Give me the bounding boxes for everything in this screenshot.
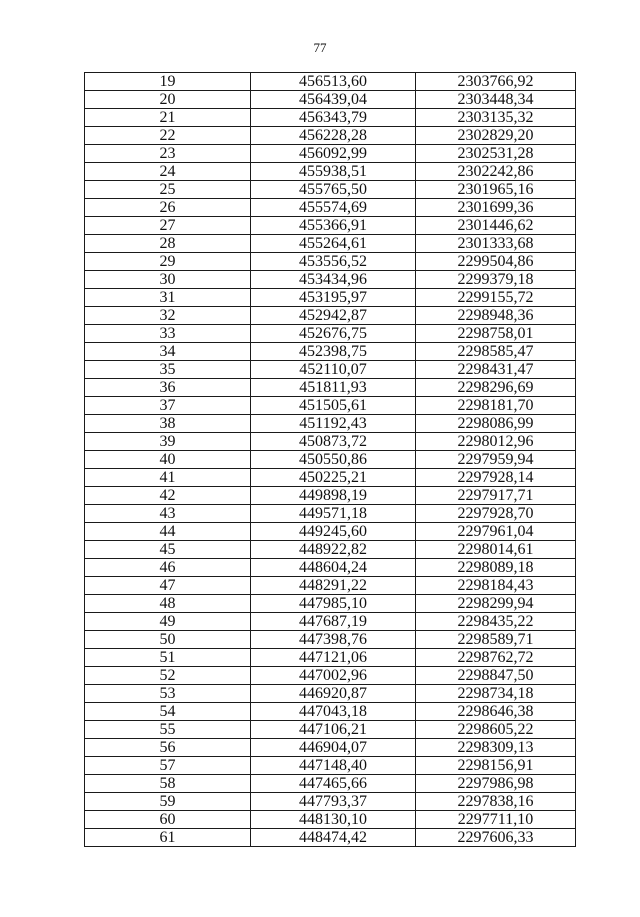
y-coordinate-cell: 2297711,10 — [416, 811, 576, 829]
table-row — [85, 703, 576, 721]
x-coordinate-cell: 447398,76 — [251, 631, 416, 649]
x-coordinate-cell: 456513,60 — [251, 73, 416, 91]
table-row — [85, 199, 576, 217]
x-coordinate-cell: 447465,66 — [251, 775, 416, 793]
x-coordinate-cell: 448474,42 — [251, 829, 416, 847]
table-row — [85, 271, 576, 289]
y-coordinate-cell: 2302242,86 — [416, 163, 576, 181]
y-coordinate-cell: 2297928,70 — [416, 505, 576, 523]
x-coordinate-cell: 448291,22 — [251, 577, 416, 595]
table-row — [85, 469, 576, 487]
x-coordinate-cell: 446904,07 — [251, 739, 416, 757]
y-coordinate-cell: 2303135,32 — [416, 109, 576, 127]
y-coordinate-cell: 2301333,68 — [416, 235, 576, 253]
point-number-cell: 41 — [85, 469, 251, 487]
x-coordinate-cell: 455765,50 — [251, 181, 416, 199]
y-coordinate-cell: 2298589,71 — [416, 631, 576, 649]
table-row — [85, 109, 576, 127]
x-coordinate-cell: 447002,96 — [251, 667, 416, 685]
x-coordinate-cell: 455938,51 — [251, 163, 416, 181]
table-row — [85, 559, 576, 577]
point-number-cell: 26 — [85, 199, 251, 217]
point-number-cell: 43 — [85, 505, 251, 523]
y-coordinate-cell: 2297928,14 — [416, 469, 576, 487]
x-coordinate-cell: 453195,97 — [251, 289, 416, 307]
point-number-cell: 34 — [85, 343, 251, 361]
y-coordinate-cell: 2299155,72 — [416, 289, 576, 307]
x-coordinate-cell: 453556,52 — [251, 253, 416, 271]
table-row — [85, 523, 576, 541]
y-coordinate-cell: 2298431,47 — [416, 361, 576, 379]
point-number-cell: 35 — [85, 361, 251, 379]
x-coordinate-cell: 447985,10 — [251, 595, 416, 613]
y-coordinate-cell: 2303448,34 — [416, 91, 576, 109]
y-coordinate-cell: 2302829,20 — [416, 127, 576, 145]
table-row — [85, 451, 576, 469]
x-coordinate-cell: 450550,86 — [251, 451, 416, 469]
y-coordinate-cell: 2298585,47 — [416, 343, 576, 361]
point-number-cell: 60 — [85, 811, 251, 829]
point-number-cell: 40 — [85, 451, 251, 469]
y-coordinate-cell: 2298758,01 — [416, 325, 576, 343]
table-row — [85, 775, 576, 793]
x-coordinate-cell: 451192,43 — [251, 415, 416, 433]
y-coordinate-cell: 2301446,62 — [416, 217, 576, 235]
point-number-cell: 54 — [85, 703, 251, 721]
point-number-cell: 58 — [85, 775, 251, 793]
table-row — [85, 721, 576, 739]
coordinates-table — [84, 72, 576, 847]
table-row — [85, 181, 576, 199]
y-coordinate-cell: 2301699,36 — [416, 199, 576, 217]
x-coordinate-cell: 449245,60 — [251, 523, 416, 541]
y-coordinate-cell: 2299379,18 — [416, 271, 576, 289]
x-coordinate-cell: 447148,40 — [251, 757, 416, 775]
y-coordinate-cell: 2297986,98 — [416, 775, 576, 793]
table-row — [85, 163, 576, 181]
y-coordinate-cell: 2298948,36 — [416, 307, 576, 325]
point-number-cell: 25 — [85, 181, 251, 199]
table-row — [85, 253, 576, 271]
table-row — [85, 325, 576, 343]
table-row — [85, 289, 576, 307]
x-coordinate-cell: 447106,21 — [251, 721, 416, 739]
y-coordinate-cell: 2298184,43 — [416, 577, 576, 595]
point-number-cell: 37 — [85, 397, 251, 415]
point-number-cell: 50 — [85, 631, 251, 649]
point-number-cell: 45 — [85, 541, 251, 559]
point-number-cell: 30 — [85, 271, 251, 289]
point-number-cell: 31 — [85, 289, 251, 307]
table-row — [85, 343, 576, 361]
point-number-cell: 28 — [85, 235, 251, 253]
x-coordinate-cell: 449571,18 — [251, 505, 416, 523]
table-row — [85, 595, 576, 613]
x-coordinate-cell: 455264,61 — [251, 235, 416, 253]
point-number-cell: 44 — [85, 523, 251, 541]
table-row — [85, 541, 576, 559]
x-coordinate-cell: 447793,37 — [251, 793, 416, 811]
x-coordinate-cell: 456228,28 — [251, 127, 416, 145]
table-row — [85, 685, 576, 703]
x-coordinate-cell: 448604,24 — [251, 559, 416, 577]
y-coordinate-cell: 2298605,22 — [416, 721, 576, 739]
y-coordinate-cell: 2298309,13 — [416, 739, 576, 757]
x-coordinate-cell: 448922,82 — [251, 541, 416, 559]
point-number-cell: 23 — [85, 145, 251, 163]
table-row — [85, 649, 576, 667]
table-row — [85, 379, 576, 397]
x-coordinate-cell: 456092,99 — [251, 145, 416, 163]
y-coordinate-cell: 2298435,22 — [416, 613, 576, 631]
point-number-cell: 20 — [85, 91, 251, 109]
point-number-cell: 42 — [85, 487, 251, 505]
y-coordinate-cell: 2297917,71 — [416, 487, 576, 505]
table-row — [85, 757, 576, 775]
point-number-cell: 24 — [85, 163, 251, 181]
table-row — [85, 505, 576, 523]
table-row — [85, 433, 576, 451]
y-coordinate-cell: 2298086,99 — [416, 415, 576, 433]
x-coordinate-cell: 455366,91 — [251, 217, 416, 235]
point-number-cell: 56 — [85, 739, 251, 757]
table-row — [85, 235, 576, 253]
point-number-cell: 61 — [85, 829, 251, 847]
x-coordinate-cell: 452110,07 — [251, 361, 416, 379]
x-coordinate-cell: 451505,61 — [251, 397, 416, 415]
table-row — [85, 577, 576, 595]
y-coordinate-cell: 2298181,70 — [416, 397, 576, 415]
point-number-cell: 46 — [85, 559, 251, 577]
table-row — [85, 631, 576, 649]
table-row — [85, 307, 576, 325]
x-coordinate-cell: 447687,19 — [251, 613, 416, 631]
x-coordinate-cell: 456343,79 — [251, 109, 416, 127]
y-coordinate-cell: 2298847,50 — [416, 667, 576, 685]
point-number-cell: 47 — [85, 577, 251, 595]
table-row — [85, 397, 576, 415]
point-number-cell: 49 — [85, 613, 251, 631]
y-coordinate-cell: 2298156,91 — [416, 757, 576, 775]
y-coordinate-cell: 2298012,96 — [416, 433, 576, 451]
point-number-cell: 38 — [85, 415, 251, 433]
table-row — [85, 217, 576, 235]
y-coordinate-cell: 2298734,18 — [416, 685, 576, 703]
point-number-cell: 32 — [85, 307, 251, 325]
y-coordinate-cell: 2298646,38 — [416, 703, 576, 721]
point-number-cell: 59 — [85, 793, 251, 811]
y-coordinate-cell: 2298296,69 — [416, 379, 576, 397]
page-number: 77 — [313, 40, 327, 55]
table-row — [85, 613, 576, 631]
y-coordinate-cell: 2297959,94 — [416, 451, 576, 469]
x-coordinate-cell: 450873,72 — [251, 433, 416, 451]
x-coordinate-cell: 446920,87 — [251, 685, 416, 703]
point-number-cell: 33 — [85, 325, 251, 343]
point-number-cell: 48 — [85, 595, 251, 613]
x-coordinate-cell: 447043,18 — [251, 703, 416, 721]
y-coordinate-cell: 2298089,18 — [416, 559, 576, 577]
x-coordinate-cell: 453434,96 — [251, 271, 416, 289]
y-coordinate-cell: 2298014,61 — [416, 541, 576, 559]
x-coordinate-cell: 452676,75 — [251, 325, 416, 343]
x-coordinate-cell: 451811,93 — [251, 379, 416, 397]
table-row — [85, 91, 576, 109]
table-row — [85, 667, 576, 685]
point-number-cell: 52 — [85, 667, 251, 685]
y-coordinate-cell: 2299504,86 — [416, 253, 576, 271]
x-coordinate-cell: 449898,19 — [251, 487, 416, 505]
table-row — [85, 127, 576, 145]
point-number-cell: 27 — [85, 217, 251, 235]
table-row — [85, 811, 576, 829]
y-coordinate-cell: 2298762,72 — [416, 649, 576, 667]
point-number-cell: 21 — [85, 109, 251, 127]
point-number-cell: 51 — [85, 649, 251, 667]
coordinates-table-body — [85, 73, 576, 847]
y-coordinate-cell: 2297606,33 — [416, 829, 576, 847]
table-row — [85, 739, 576, 757]
y-coordinate-cell: 2298299,94 — [416, 595, 576, 613]
x-coordinate-cell: 455574,69 — [251, 199, 416, 217]
point-number-cell: 39 — [85, 433, 251, 451]
y-coordinate-cell: 2303766,92 — [416, 73, 576, 91]
point-number-cell: 22 — [85, 127, 251, 145]
point-number-cell: 29 — [85, 253, 251, 271]
table-row — [85, 73, 576, 91]
x-coordinate-cell: 452942,87 — [251, 307, 416, 325]
table-row — [85, 487, 576, 505]
table-row — [85, 361, 576, 379]
point-number-cell: 19 — [85, 73, 251, 91]
x-coordinate-cell: 456439,04 — [251, 91, 416, 109]
y-coordinate-cell: 2297838,16 — [416, 793, 576, 811]
point-number-cell: 53 — [85, 685, 251, 703]
table-row — [85, 145, 576, 163]
x-coordinate-cell: 452398,75 — [251, 343, 416, 361]
table-row — [85, 415, 576, 433]
x-coordinate-cell: 448130,10 — [251, 811, 416, 829]
table-row — [85, 829, 576, 847]
x-coordinate-cell: 447121,06 — [251, 649, 416, 667]
x-coordinate-cell: 450225,21 — [251, 469, 416, 487]
y-coordinate-cell: 2301965,16 — [416, 181, 576, 199]
y-coordinate-cell: 2297961,04 — [416, 523, 576, 541]
point-number-cell: 57 — [85, 757, 251, 775]
table-row — [85, 793, 576, 811]
point-number-cell: 55 — [85, 721, 251, 739]
point-number-cell: 36 — [85, 379, 251, 397]
y-coordinate-cell: 2302531,28 — [416, 145, 576, 163]
